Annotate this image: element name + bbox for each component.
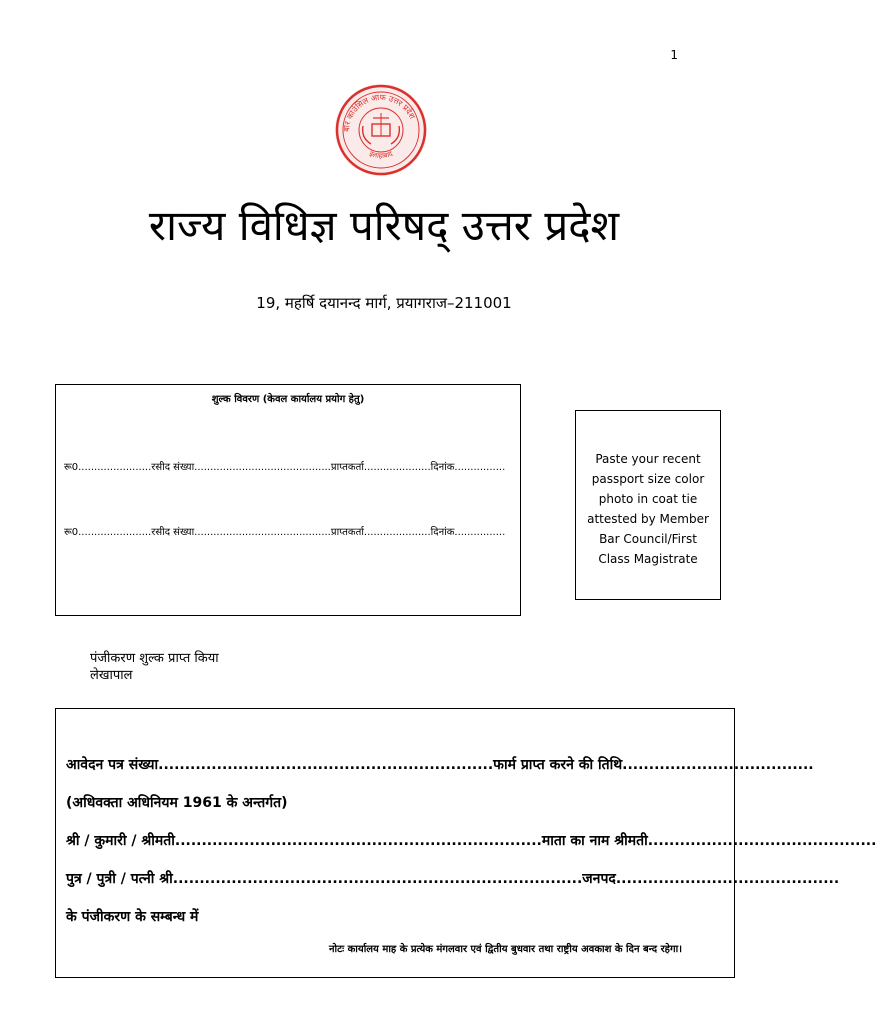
bar-council-seal-logo bbox=[327, 80, 435, 180]
fee-amount-field[interactable]: रू0....................... bbox=[64, 527, 152, 538]
accountant-label: लेखापाल bbox=[90, 668, 133, 683]
photo-box[interactable] bbox=[575, 410, 721, 600]
relation-district-line[interactable]: पुत्र / पुत्री / पत्नी श्री.............................................................................जनपद.......................................... bbox=[66, 871, 840, 887]
seal-bottom-text: इलाहाबाद bbox=[368, 149, 394, 161]
page-title: राज्य विधिज्ञ परिषद् उत्तर प्रदेश bbox=[148, 201, 620, 250]
photo-instructions: Paste your recent passport size color photo in coat tie attested by Member Bar Council/First Class Magistrate bbox=[587, 452, 709, 566]
receiver-field[interactable]: प्राप्तकर्ता..................... bbox=[330, 462, 431, 473]
receiver-field[interactable]: प्राप्तकर्ता..................... bbox=[330, 527, 431, 538]
receipt-number-field[interactable]: रसीद संख्या........................................... bbox=[151, 462, 331, 473]
fee-date-field[interactable]: दिनांक................ bbox=[430, 527, 506, 538]
application-number-line[interactable]: आवेदन पत्र संख्या...............................................................फार्म प्राप्त करने की तिथि.................................... bbox=[66, 757, 814, 773]
address: 19, महर्षि दयानन्द मार्ग, प्रयागराज–211001 bbox=[256, 294, 512, 312]
fee-details-box bbox=[55, 384, 521, 616]
registration-fee-note bbox=[90, 650, 219, 684]
fee-row bbox=[64, 459, 505, 473]
page-number: 1 bbox=[670, 48, 678, 62]
seal-top-text: बार काउंसिल आफ उत्तर प्रदेश bbox=[341, 92, 417, 133]
receipt-number-field[interactable]: रसीद संख्या........................................... bbox=[151, 527, 331, 538]
fee-date-field[interactable]: दिनांक................ bbox=[430, 462, 506, 473]
fee-amount-field[interactable]: रू0....................... bbox=[64, 462, 152, 473]
registration-fee-received: पंजीकरण शुल्क प्राप्त किया bbox=[90, 651, 219, 666]
registration-subject-line: के पंजीकरण के सम्बन्ध में bbox=[66, 909, 199, 925]
fee-row bbox=[64, 524, 505, 538]
office-closure-note: नोटः कार्यालय माह के प्रत्येक मंगलवार एवं द्वितीय बुधवार तथा राष्ट्रीय अवकाश के दिन बन्द रहेगा। bbox=[328, 944, 682, 955]
fee-box-title: शुल्क विवरण (केवल कार्यालय प्रयोग हेतु) bbox=[211, 394, 365, 405]
applicant-name-line[interactable]: श्री / कुमारी / श्रीमती.....................................................................माता का नाम श्रीमती........................................... bbox=[66, 833, 876, 849]
application-box bbox=[55, 708, 876, 978]
act-line: (अधिवक्ता अधिनियम 1961 के अन्तर्गत) bbox=[66, 795, 288, 811]
